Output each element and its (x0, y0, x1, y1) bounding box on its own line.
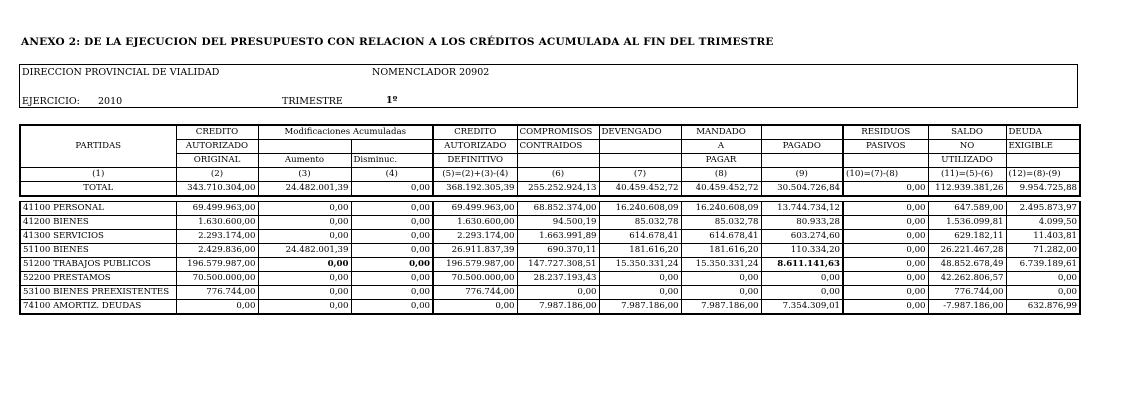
table-row-cell: 776.744,00 (433, 286, 517, 300)
total-row-cell: 0,00 (351, 182, 433, 197)
table-row-cell: 2.429.836,00 (176, 244, 258, 258)
table-row-cell: 0,00 (1006, 272, 1080, 286)
total-row-cell: 40.459.452,72 (599, 182, 681, 197)
table-row-cell: 42.262.806,57 (928, 272, 1006, 286)
table-row-cell: 0,00 (1006, 286, 1080, 300)
total-row-cell: 24.482.001,39 (258, 182, 351, 197)
table-row-cell: 7.354.309,01 (761, 300, 843, 315)
table-row-cell: 0,00 (433, 300, 517, 315)
report-title: ANEXO 2: DE LA EJECUCION DEL PRESUPUESTO CON RELACION A LOS CRÉDITOS ACUMULADA AL FIN DEL TRIMESTRE (21, 36, 774, 48)
table-row-cell: 0,00 (843, 300, 928, 315)
col-residuos-2: PASIVOS (843, 140, 928, 154)
total-row-cell: 30.504.726,84 (761, 182, 843, 197)
table-row-cell: 2.293.174,00 (433, 230, 517, 244)
index-row-cell: (5)=(2)+(3)-(4) (433, 168, 517, 182)
index-row-cell: (11)=(5)-(6) (928, 168, 1006, 182)
table-row (20, 286, 1080, 300)
table-row-cell: 1.536.099,81 (928, 216, 1006, 230)
table-row-cell: 71.282,00 (1006, 244, 1080, 258)
table-row-cell: 0,00 (351, 216, 433, 230)
trimestre-value: 1º (386, 95, 398, 106)
col-deuda-1: DEUDA (1006, 125, 1080, 140)
table-row-cell: 0,00 (258, 258, 351, 272)
table-row-cell: 0,00 (843, 272, 928, 286)
table-row-cell: 614.678,41 (599, 230, 681, 244)
table-row-cell: 80.933,28 (761, 216, 843, 230)
table-row-cell: 0,00 (761, 286, 843, 300)
table-row-cell: 0,00 (599, 286, 681, 300)
col-aumento-blank (258, 140, 351, 154)
table-row-cell: 24.482.001,39 (258, 244, 351, 258)
col-devengado-blank-2 (599, 154, 681, 168)
col-aumento: Aumento (258, 154, 351, 168)
ejercicio-value: 2010 (98, 96, 123, 107)
table-row-cell: 0,00 (681, 272, 761, 286)
table-row-cell: 776.744,00 (928, 286, 1006, 300)
col-saldo-2: NO (928, 140, 1006, 154)
total-row-cell: TOTAL (20, 182, 176, 197)
table-row-cell: 0,00 (351, 286, 433, 300)
table-row-cell: 0,00 (517, 286, 599, 300)
col-saldo-1: SALDO (928, 125, 1006, 140)
table-row-cell: 68.852.374,00 (517, 202, 599, 216)
total-row-cell: 9.954.725,88 (1006, 182, 1080, 197)
table-row-cell: 16.240.608,09 (681, 202, 761, 216)
table-row (20, 272, 1080, 286)
table-row-cell: 69.499.963,00 (176, 202, 258, 216)
header-box (19, 64, 1078, 108)
table-row-cell: 196.579.987,00 (433, 258, 517, 272)
table-row-cell: 0,00 (843, 258, 928, 272)
table-row-cell: 6.739.189,61 (1006, 258, 1080, 272)
table-body (20, 168, 1080, 315)
table-row-cell: 52200 PRESTAMOS (20, 272, 176, 286)
table-row-cell: 110.334,20 (761, 244, 843, 258)
table-row-cell: 603.274,60 (761, 230, 843, 244)
table-row (20, 216, 1080, 230)
table-row-cell: 53100 BIENES PREEXISTENTES (20, 286, 176, 300)
table-row-cell: 0,00 (176, 300, 258, 315)
table-header (20, 125, 1080, 168)
table-row-cell: 94.500,19 (517, 216, 599, 230)
table-row-cell: 2.495.873,97 (1006, 202, 1080, 216)
table-row-cell: 28.237.193,43 (517, 272, 599, 286)
table-row (20, 230, 1080, 244)
col-residuos-blank (843, 154, 928, 168)
col-credito-def-2: AUTORIZADO (433, 140, 517, 154)
table-row-cell: 0,00 (351, 300, 433, 315)
table-row-cell: 51200 TRABAJOS PUBLICOS (20, 258, 176, 272)
col-deuda-2: EXIGIBLE (1006, 140, 1080, 154)
table-row-cell: 0,00 (258, 272, 351, 286)
index-row-cell: (4) (351, 168, 433, 182)
table-row-cell: 0,00 (351, 202, 433, 216)
table-row-cell: -7.987.186,00 (928, 300, 1006, 315)
col-disminuc-blank (351, 140, 433, 154)
total-row-cell: 255.252.924,13 (517, 182, 599, 197)
total-row-cell: 40.459.452,72 (681, 182, 761, 197)
index-row-cell: (6) (517, 168, 599, 182)
table-row-cell: 16.240.608,09 (599, 202, 681, 216)
index-row-cell: (8) (681, 168, 761, 182)
col-credito-orig-3: ORIGINAL (176, 154, 258, 168)
total-row-cell: 112.939.381,26 (928, 182, 1006, 197)
table-row-cell: 0,00 (599, 272, 681, 286)
table-row-cell: 0,00 (681, 286, 761, 300)
table-row-cell: 11.403,81 (1006, 230, 1080, 244)
total-row-cell: 368.192.305,39 (433, 182, 517, 197)
index-row-cell: (3) (258, 168, 351, 182)
table-row-cell: 1.630.600,00 (433, 216, 517, 230)
table-row-cell: 0,00 (258, 230, 351, 244)
col-credito-orig-1: CREDITO (176, 125, 258, 140)
table-row-cell: 85.032,78 (681, 216, 761, 230)
col-deuda-blank (1006, 154, 1080, 168)
index-row (20, 168, 1080, 182)
table-row-cell: 629.182,11 (928, 230, 1006, 244)
col-devengado-blank (599, 140, 681, 154)
table-row-cell: 0,00 (258, 286, 351, 300)
col-modificaciones: Modificaciones Acumuladas (258, 125, 433, 140)
table-row-cell: 41300 SERVICIOS (20, 230, 176, 244)
trimestre-label: TRIMESTRE (282, 96, 343, 107)
table-row (20, 244, 1080, 258)
total-row-cell: 0,00 (843, 182, 928, 197)
index-row-cell: (12)=(8)-(9) (1006, 168, 1080, 182)
index-row-cell: (1) (20, 168, 176, 182)
table-row-cell: 0,00 (258, 216, 351, 230)
table-row-cell: 181.616,20 (681, 244, 761, 258)
table-row-cell: 26.221.467,28 (928, 244, 1006, 258)
table-row-cell: 0,00 (843, 216, 928, 230)
budget-table (19, 124, 1081, 315)
table-row-cell: 647.589,00 (928, 202, 1006, 216)
index-row-cell: (10)=(7)-(8) (843, 168, 928, 182)
col-pagado: PAGADO (761, 140, 843, 154)
table-row-cell: 7.987.186,00 (599, 300, 681, 315)
table-row-cell: 0,00 (351, 272, 433, 286)
table-row-cell: 0,00 (843, 230, 928, 244)
table-row (20, 258, 1080, 272)
table-row-cell: 0,00 (761, 272, 843, 286)
table-row-cell: 0,00 (351, 258, 433, 272)
col-mandado-1: MANDADO (681, 125, 761, 140)
col-pagado-blank (761, 125, 843, 140)
total-row (20, 182, 1080, 197)
table-row-cell: 26.911.837,39 (433, 244, 517, 258)
nomenclador: NOMENCLADOR 20902 (372, 67, 490, 78)
col-credito-def-1: CREDITO (433, 125, 517, 140)
table-row-cell: 74100 AMORTIZ. DEUDAS (20, 300, 176, 315)
table-row-cell: 7.987.186,00 (517, 300, 599, 315)
col-credito-def-3: DEFINITIVO (433, 154, 517, 168)
table-row-cell: 15.350.331,24 (599, 258, 681, 272)
table-row-cell: 70.500.000,00 (176, 272, 258, 286)
table-row-cell: 0,00 (351, 244, 433, 258)
table-row-cell: 13.744.734,12 (761, 202, 843, 216)
col-credito-orig-2: AUTORIZADO (176, 140, 258, 154)
col-compromisos-blank (517, 154, 599, 168)
table-row-cell: 0,00 (258, 300, 351, 315)
col-residuos-1: RESIDUOS (843, 125, 928, 140)
col-compromisos-2: CONTRAIDOS (517, 140, 599, 154)
col-partidas: PARTIDAS (20, 125, 176, 168)
col-pagado-blank-2 (761, 154, 843, 168)
table-row-cell: 0,00 (351, 230, 433, 244)
table-row-cell: 147.727.308,51 (517, 258, 599, 272)
index-row-cell: (7) (599, 168, 681, 182)
total-row-cell: 343.710.304,00 (176, 182, 258, 197)
table-row-cell: 0,00 (258, 202, 351, 216)
table-row-cell: 41200 BIENES (20, 216, 176, 230)
table-row-cell: 1.663.991,89 (517, 230, 599, 244)
table-row-cell: 0,00 (843, 202, 928, 216)
index-row-cell: (2) (176, 168, 258, 182)
ejercicio-label: EJERCICIO: (22, 96, 80, 107)
table-row-cell: 41100 PERSONAL (20, 202, 176, 216)
table-row-cell: 15.350.331,24 (681, 258, 761, 272)
table-row-cell: 0,00 (843, 286, 928, 300)
col-compromisos-1: COMPROMISOS (517, 125, 599, 140)
table-row-cell: 48.852.678,49 (928, 258, 1006, 272)
index-row-cell: (9) (761, 168, 843, 182)
entity-name: DIRECCION PROVINCIAL DE VIALIDAD (22, 67, 220, 78)
table-row-cell: 614.678,41 (681, 230, 761, 244)
table-row-cell: 7.987.186,00 (681, 300, 761, 315)
table-row-cell: 85.032,78 (599, 216, 681, 230)
table-row-cell: 8.611.141,63 (761, 258, 843, 272)
table-row-cell: 70.500.000,00 (433, 272, 517, 286)
col-devengado: DEVENGADO (599, 125, 681, 140)
table-row-cell: 181.616,20 (599, 244, 681, 258)
table-row-cell: 1.630.600,00 (176, 216, 258, 230)
col-saldo-3: UTILIZADO (928, 154, 1006, 168)
table-row-cell: 69.499.963,00 (433, 202, 517, 216)
col-mandado-2: A (681, 140, 761, 154)
table-row-cell: 4.099,50 (1006, 216, 1080, 230)
table-row-cell: 0,00 (843, 244, 928, 258)
col-disminuc: Disminuc. (351, 154, 433, 168)
table-row-cell: 196.579.987,00 (176, 258, 258, 272)
table-row (20, 202, 1080, 216)
table-row-cell: 632.876,99 (1006, 300, 1080, 315)
table-row-cell: 776.744,00 (176, 286, 258, 300)
table-row-cell: 51100 BIENES (20, 244, 176, 258)
col-mandado-3: PAGAR (681, 154, 761, 168)
table-row-cell: 690.370,11 (517, 244, 599, 258)
table-row-cell: 2.293.174,00 (176, 230, 258, 244)
table-row (20, 300, 1080, 315)
